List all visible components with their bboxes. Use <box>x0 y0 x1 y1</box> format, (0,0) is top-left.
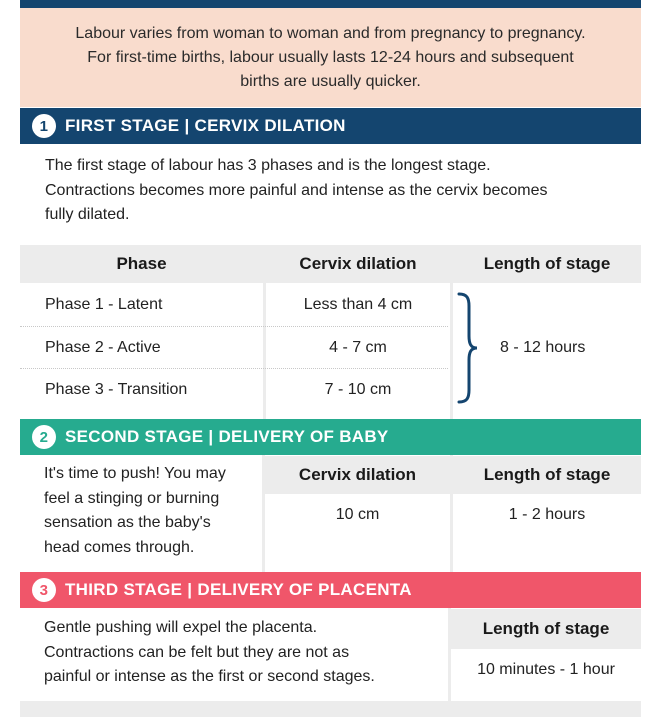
intro-line-2: For first-time births, labour usually lasts 12-24 hours and subsequent <box>87 49 574 66</box>
stage2-desc-line-2: feel a stinging or burning <box>44 489 220 507</box>
stage1-header <box>20 108 641 144</box>
curly-brace-icon <box>456 292 480 404</box>
stage3-length-value: 10 minutes - 1 hour <box>477 661 615 678</box>
stage2-desc-line-1: It's time to push! You may <box>44 465 226 482</box>
stage1-row2-dilation: 4 - 7 cm <box>329 339 387 356</box>
stage3-title: THIRD STAGE | DELIVERY OF PLACENTA <box>65 580 412 599</box>
stage3-header-length: Length of stage <box>451 609 641 649</box>
stage3-description <box>44 616 444 690</box>
stage1-description <box>45 154 635 228</box>
row-divider <box>20 326 448 327</box>
stage1-header-length: Length of stage <box>483 254 611 273</box>
intro-box <box>20 8 641 107</box>
stage1-desc-line-3: fully dilated. <box>45 206 130 223</box>
stage1-desc-line-2: Contractions becomes more painful and intense as the cervix becomes <box>45 181 548 199</box>
stage2-header-length: Length of stage <box>453 456 641 494</box>
stage1-desc-line-1: The first stage of labour has 3 phases and is the longest stage. <box>45 157 491 174</box>
row-divider <box>20 368 448 369</box>
stage2-number-badge: 2 <box>32 425 56 449</box>
stage3-desc-line-1: Gentle pushing will expel the placenta. <box>44 619 318 636</box>
intro-line-3: births are usually quicker. <box>240 73 421 90</box>
stage3-header <box>20 572 641 608</box>
stage1-length-value: 8 - 12 hours <box>500 339 586 356</box>
stage1-row2-phase: Phase 2 - Active <box>45 339 161 356</box>
stage2-length-value: 1 - 2 hours <box>508 506 586 523</box>
stage1-column-divider <box>450 283 453 419</box>
stage1-row1-phase: Phase 1 - Latent <box>45 296 163 313</box>
stage1-header-dilation: Cervix dilation <box>299 254 417 273</box>
intro-line-1: Labour varies from woman to woman and from pregnancy to pregnancy. <box>75 25 586 42</box>
stage2-dilation-value: 10 cm <box>335 506 380 523</box>
stage3-desc-line-3: painful or intense as the first or second stages. <box>44 668 375 685</box>
stage3-number-badge: 3 <box>32 578 56 602</box>
stage1-header-phase: Phase <box>116 254 167 273</box>
stage2-desc-line-4: head comes through. <box>44 538 195 556</box>
stage2-description <box>44 462 259 560</box>
stage1-row3-phase: Phase 3 - Transition <box>45 381 188 398</box>
stage2-header <box>20 419 641 455</box>
stage2-desc-line-3: sensation as the baby's <box>44 514 211 531</box>
stage1-row3-dilation: 7 - 10 cm <box>324 381 392 398</box>
stage3-desc-line-2: Contractions can be felt but they are not as <box>44 643 350 661</box>
stage2-header-dilation: Cervix dilation <box>265 456 450 494</box>
bottom-footer-strip <box>20 701 641 717</box>
top-accent-bar <box>20 0 641 8</box>
stage1-row1-dilation: Less than 4 cm <box>303 296 413 313</box>
stage1-title: FIRST STAGE | CERVIX DILATION <box>65 116 346 135</box>
stage1-number-badge: 1 <box>32 114 56 138</box>
stage2-title: SECOND STAGE | DELIVERY OF BABY <box>65 427 389 446</box>
